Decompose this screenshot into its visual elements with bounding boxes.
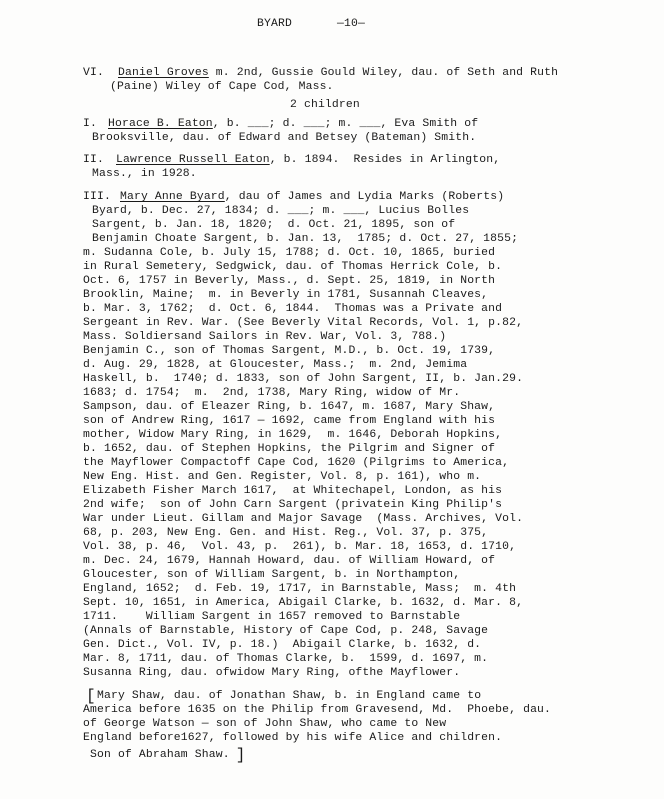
entry-iii-line: New Eng. Hist. and Gen. Register, Vol. 8, p. 161), who m. (83, 471, 482, 483)
entry-iii-line: 68, p. 203, New Eng. Gen. and Hist. Reg., Vol. 37, p. 375, (83, 527, 489, 539)
entry-iii-line: Gen. Dict., Vol. IV, p. 18.) Abigail Clarke, b. 1632, d. (83, 639, 482, 651)
entry-iii-line: Susanna Ring, dau. ofwidow Mary Ring, ofthe Mayflower. (83, 667, 461, 679)
child-ii-line-1 (116, 153, 500, 167)
entry-iii-line: England, 1652; d. Feb. 19, 1717, in Barnstable, Mass; m. 4th (83, 583, 517, 595)
entry-iii-numeral: III. (83, 191, 111, 203)
entry-iii-line: Benjamin Choate Sargent, b. Jan. 13, 1785; d. Oct. 27, 1855; (92, 233, 519, 245)
entry-iii-line: War under Lieut. Gillam and Major Savage (Mass. Archives, Vol. (83, 513, 524, 525)
entry-vi-line-2: (Paine) Wiley of Cape Cod, Mass. (110, 81, 334, 93)
child-ii-line-2: Mass., in 1928. (92, 168, 197, 180)
entry-iii-line: (Annals of Barnstable, History of Cape Cod, p. 248, Savage (83, 625, 489, 637)
bracket-note-line: America before 1635 on the Philip from Gravesend, Md. Phoebe, dau. (83, 704, 552, 716)
entry-iii-line-1-rest: , dau of James and Lydia Marks (Roberts) (224, 191, 505, 203)
entry-iii-line: 1683; d. 1754; m. 2nd, 1738, Mary Ring, widow of Mr. (83, 387, 461, 399)
entry-iii-line: Sergeant in Rev. War. (See Beverly Vital Records, Vol. 1, p.82, (83, 317, 524, 329)
entry-iii-line: Haskell, b. 1740; d. 1833, son of John Sargent, II, b. Jan.29. (83, 373, 524, 385)
entry-iii-line: Mass. Soldiersand Sailors in Rev. War, Vol. 3, 788.) (83, 331, 447, 343)
open-bracket: [ (86, 687, 96, 705)
entry-iii-line: Sampson, dau. of Eleazer Ring, b. 1647, m. 1687, Mary Shaw, (83, 401, 496, 413)
bracket-note-line: Mary Shaw, dau. of Jonathan Shaw, b. in England came to (97, 690, 482, 702)
entry-iii-line: Sept. 10, 1651, in America, Abigail Clarke, b. 1632, d. Mar. 8, (83, 597, 524, 609)
entry-iii-line: Elizabeth Fisher March 1617, at Whitechapel, London, as his (83, 485, 503, 497)
bracket-note-last-text: Son of Abraham Shaw. (90, 749, 230, 761)
bracket-note-line (90, 745, 246, 764)
entry-iii-line: 2nd wife; son of John Carn Sargent (privatein King Philip's (83, 499, 503, 511)
child-i-numeral: I. (83, 118, 97, 130)
entry-vi-name: Daniel Groves (118, 67, 209, 79)
entry-iii-line-1 (120, 190, 504, 204)
entry-vi-line-1 (118, 66, 558, 80)
child-ii-name: Lawrence Russell Eaton (116, 154, 270, 166)
entry-vi-numeral: VI. (83, 67, 104, 79)
child-i-line-1 (108, 117, 478, 131)
entry-iii-line: b. Mar. 3, 1762; d. Oct. 6, 1844. Thomas was a Private and (83, 303, 503, 315)
entry-iii-line: d. Aug. 29, 1828, at Gloucester, Mass.; m. 2nd, Jemima (83, 359, 468, 371)
entry-iii-line: 1711. William Sargent in 1657 removed to Barnstable (83, 611, 461, 623)
bracket-note-line: England before1627, followed by his wife Alice and children. (83, 732, 503, 744)
entry-iii-line: b. 1652, dau. of Stephen Hopkins, the Pilgrim and Signer of (83, 443, 496, 455)
entry-iii-line: Benjamin C., son of Thomas Sargent, M.D., b. Oct. 19, 1739, (83, 345, 496, 357)
entry-iii-line: Gloucester, son of William Sargent, b. in Northampton, (83, 569, 461, 581)
entry-iii-line: m. Dec. 24, 1679, Hannah Howard, dau. of William Howard, of (83, 555, 496, 567)
entry-vi-line-1-rest: m. 2nd, Gussie Gould Wiley, dau. of Seth and Ruth (208, 67, 559, 79)
header-surname: BYARD (257, 18, 292, 30)
child-i-line-1-rest: , b. ___; d. ___; m. ___, Eva Smith of (212, 118, 479, 130)
child-ii-line-1-rest: , b. 1894. Resides in Arlington, (269, 154, 501, 166)
child-i-name: Horace B. Eaton (108, 118, 213, 130)
entry-iii-line: the Mayflower Compactoff Cape Cod, 1620 (Pilgrims to America, (83, 457, 510, 469)
entry-iii-line: mother, Widow Mary Ring, in 1629, m. 1646, Deborah Hopkins, (83, 429, 503, 441)
close-bracket: ] (235, 746, 246, 764)
entry-iii-name: Mary Anne Byard (120, 191, 225, 203)
entry-iii-line: Oct. 6, 1757 in Beverly, Mass., d. Sept. 25, 1819, in North (83, 275, 496, 287)
entry-iii-line: Sargent, b. Jan. 18, 1820; d. Oct. 21, 1895, son of (92, 219, 456, 231)
bracket-note-line: of George Watson — son of John Shaw, who came to New (83, 718, 447, 730)
child-ii-numeral: II. (83, 154, 104, 166)
page-number: —10— (337, 18, 365, 30)
entry-iii-line: Brooklin, Maine; m. in Beverly in 1781, Susannah Cleaves, (83, 289, 489, 301)
child-i-line-2: Brooksville, dau. of Edward and Betsey (Bateman) Smith. (92, 132, 477, 144)
entry-iii-line: son of Andrew Ring, 1617 — 1692, came from England with his (83, 415, 496, 427)
children-heading: 2 children (290, 99, 360, 111)
entry-iii-line: Byard, b. Dec. 27, 1834; d. ___; m. ___, Lucius Bolles (92, 205, 470, 217)
entry-iii-line: Vol. 38, p. 46, Vol. 43, p. 261), b. Mar. 18, 1653, d. 1710, (83, 541, 517, 553)
entry-iii-line: m. Sudanna Cole, b. July 15, 1788; d. Oct. 10, 1865, buried (83, 247, 496, 259)
entry-iii-line: in Rural Semetery, Sedgwick, dau. of Thomas Herrick Cole, b. (83, 261, 503, 273)
entry-iii-line: Mar. 8, 1711, dau. of Thomas Clarke, b. 1599, d. 1697, m. (83, 653, 489, 665)
